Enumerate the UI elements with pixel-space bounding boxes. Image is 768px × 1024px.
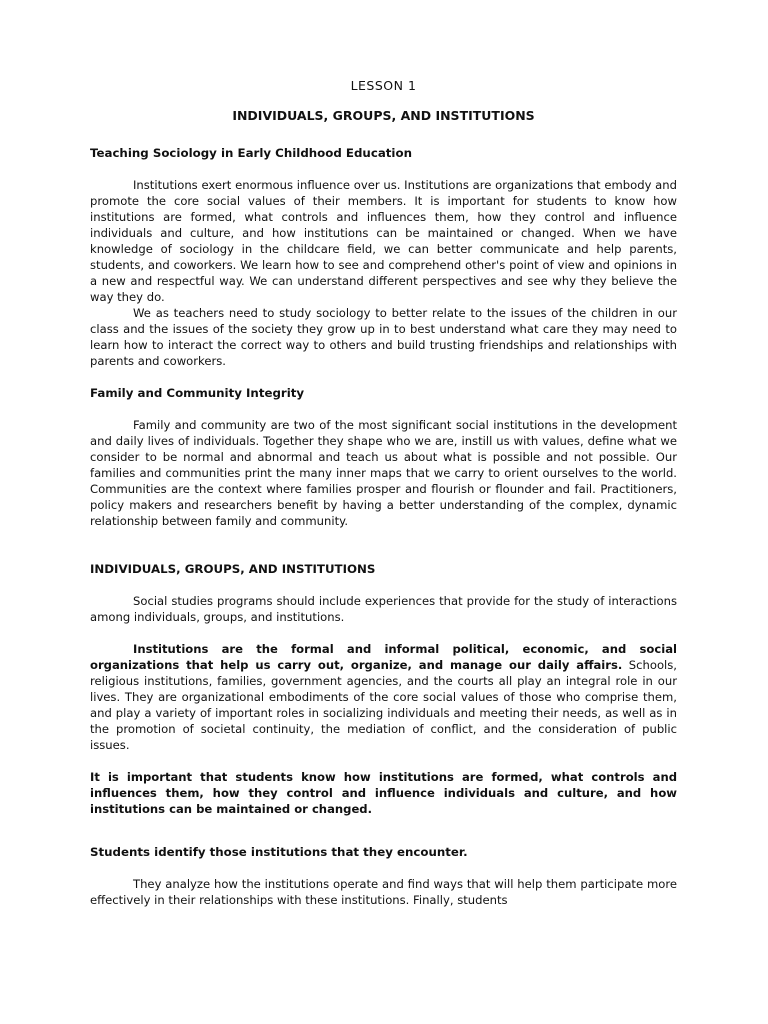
paragraph-igi-2 xyxy=(90,641,677,753)
paragraph-teaching-2: We as teachers need to study sociology to better relate to the issues of the children in our class and the issues of the society they grow up in to best understand what care they may need to learn how to interact the correct way to others and build trusting friendships and relationships with parents and coworkers. xyxy=(90,306,677,368)
paragraph-igi-2-bold: Institutions are the formal and informal political, economic, and social organizations that help us carry out, organize, and manage our daily affairs. xyxy=(90,642,677,672)
paragraph-family-1: Family and community are two of the most significant social institutions in the development and daily lives of individuals. Together they shape who we are, instill us with values, define what we consider to be normal and abnormal and teach us about what is possible and not possible. Our families and communities print the many inner maps that we carry to orient ourselves to the world. Communities are the context where families prosper and flourish or flounder and fail. Practitioners, policy makers and researchers benefit by having a better understanding of the complex, dynamic relationship between family and community. xyxy=(90,418,677,528)
paragraph-igi-3: It is important that students know how institutions are formed, what controls and influences them, how they control and influence individuals and culture, and how institutions can be maintained or changed. xyxy=(90,770,677,816)
section-heading-family: Family and Community Integrity xyxy=(90,386,305,400)
section-heading-igi: INDIVIDUALS, GROUPS, AND INSTITUTIONS xyxy=(90,562,376,576)
paragraph-students-1: They analyze how the institutions operate and find ways that will help them participate more effectively in their relationships with these institutions. Finally, students xyxy=(90,877,677,907)
page-content xyxy=(90,78,677,908)
paragraph-igi-1: Social studies programs should include experiences that provide for the study of interactions among individuals, groups, and institutions. xyxy=(90,594,677,624)
section-heading-teaching: Teaching Sociology in Early Childhood Education xyxy=(90,146,412,160)
page-title: INDIVIDUALS, GROUPS, AND INSTITUTIONS xyxy=(232,108,535,123)
lesson-number: LESSON 1 xyxy=(350,78,417,93)
paragraph-igi-2-rest: Schools, religious institutions, families, government agencies, and the courts all play an integral role in our lives. They are organizational embodiments of the core social values of those who comprise them, and play a variety of important roles in socializing individuals and meeting their needs, as well as in the promotion of societal continuity, the mediation of conflict, and the consideration of public issues. xyxy=(90,658,677,752)
section-heading-students: Students identify those institutions that they encounter. xyxy=(90,845,468,859)
paragraph-teaching-1: Institutions exert enormous influence over us. Institutions are organizations that embody and promote the core social values of their members. It is important for students to know how institutions are formed, what controls and influences them, how they control and influence individuals and culture, and how institutions can be maintained or changed. When we have knowledge of sociology in the childcare field, we can better communicate and help parents, students, and coworkers. We learn how to see and comprehend other's point of view and opinions in a new and respectful way. We can understand different perspectives and see why they believe the way they do. xyxy=(90,178,677,304)
